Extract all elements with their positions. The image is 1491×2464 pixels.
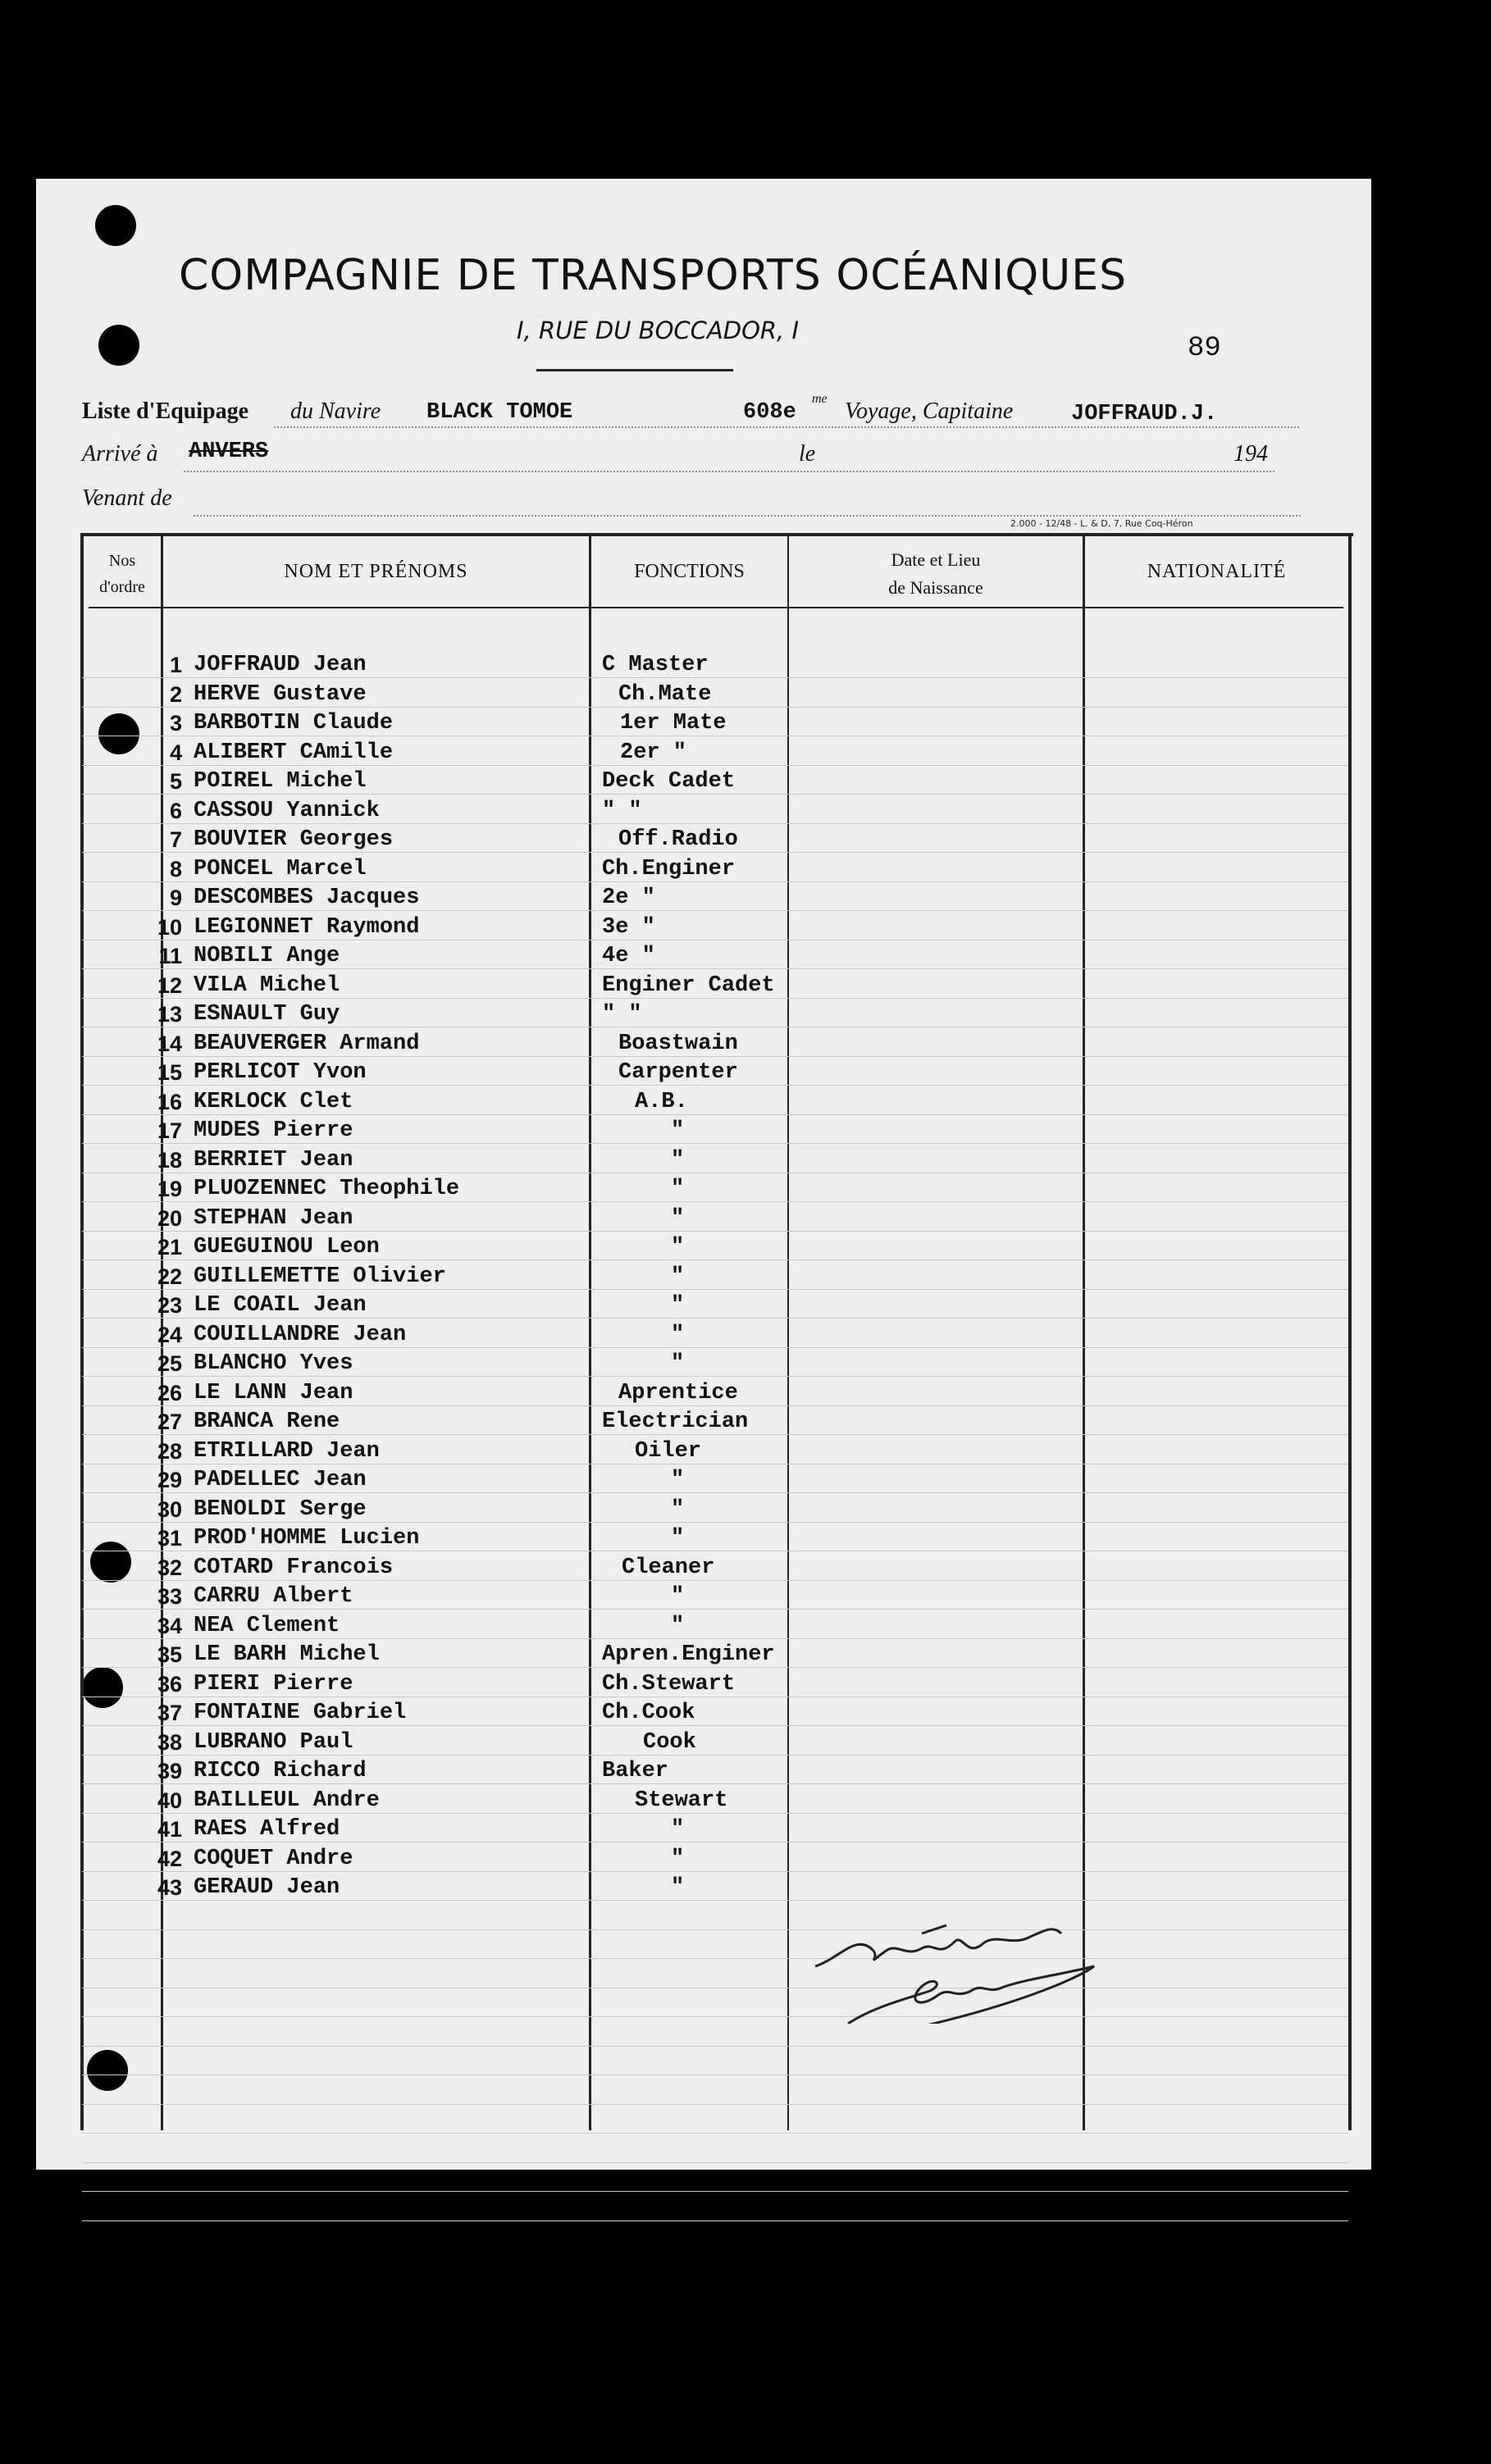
punch-hole <box>95 205 136 246</box>
crew-order-number: 34 <box>157 1614 182 1638</box>
crew-name: PROD'HOMME Lucien <box>194 1526 420 1551</box>
crew-row <box>36 1323 1371 1352</box>
crew-row <box>36 1032 1371 1061</box>
crew-function: Ch.Stewart <box>602 1672 736 1697</box>
crew-name: LE COAIL Jean <box>194 1293 367 1318</box>
crew-function: Aprentice <box>618 1381 738 1405</box>
crew-function: 2er " <box>620 740 687 765</box>
crew-name: HERVE Gustave <box>194 682 367 707</box>
crew-order-number: 43 <box>157 1875 182 1900</box>
voyage-superscript: me <box>812 392 828 406</box>
crew-order-number: 8 <box>169 857 182 881</box>
dotted-line <box>184 471 1274 472</box>
crew-order-number: 4 <box>169 740 182 765</box>
crew-name: BRANCA Rene <box>194 1410 340 1434</box>
crew-row <box>36 1468 1371 1497</box>
company-name: COMPAGNIE DE TRANSPORTS OCÉANIQUES <box>179 251 1128 300</box>
crew-name: COQUET Andre <box>194 1847 353 1871</box>
crew-order-number: 10 <box>157 915 182 940</box>
le-label: le <box>799 441 816 467</box>
crew-row <box>36 886 1371 915</box>
crew-row <box>36 1759 1371 1788</box>
signature-icon <box>807 1901 1151 2024</box>
crew-name: FONTAINE Gabriel <box>194 1701 407 1725</box>
crew-row <box>36 1090 1371 1119</box>
crew-function: " <box>671 1351 685 1376</box>
crew-function: A.B. <box>635 1090 688 1114</box>
punch-hole <box>98 325 139 366</box>
crew-list-document <box>36 179 1371 2170</box>
crew-order-number: 28 <box>157 1439 182 1464</box>
crew-order-number: 23 <box>157 1293 182 1318</box>
crew-function: " " <box>602 1002 642 1027</box>
crew-order-number: 30 <box>157 1497 182 1522</box>
crew-order-number: 35 <box>157 1642 182 1667</box>
crew-row <box>36 1642 1371 1672</box>
crew-function: Cook <box>643 1730 696 1755</box>
crew-row <box>36 1817 1371 1847</box>
crew-name: BAILLEUL Andre <box>194 1788 380 1813</box>
crew-order-number: 26 <box>157 1381 182 1405</box>
crew-name: CARRU Albert <box>194 1584 353 1609</box>
crew-row <box>36 740 1371 770</box>
crew-function: 1er Mate <box>620 711 727 736</box>
ruled-line <box>82 2133 1348 2134</box>
crew-function: Off.Radio <box>618 827 738 852</box>
crew-order-number: 6 <box>169 799 182 823</box>
column-header-birth-bottom: de Naissance <box>888 577 983 598</box>
crew-order-number: 40 <box>157 1788 182 1813</box>
ruled-line <box>82 2162 1348 2163</box>
crew-order-number: 14 <box>157 1032 182 1056</box>
column-header-birth-top: Date et Lieu <box>891 549 981 570</box>
crew-order-number: 37 <box>157 1701 182 1725</box>
crew-row <box>36 1439 1371 1469</box>
crew-order-number: 11 <box>158 944 182 968</box>
crew-row <box>36 1875 1371 1905</box>
crew-row <box>36 1002 1371 1032</box>
year-label: 194 <box>1233 441 1268 467</box>
crew-name: COTARD Francois <box>194 1555 394 1580</box>
crew-name: LEGIONNET Raymond <box>194 915 420 940</box>
crew-function: Electrician <box>602 1410 749 1434</box>
crew-name: STEPHAN Jean <box>194 1206 353 1231</box>
crew-row <box>36 1555 1371 1585</box>
crew-row <box>36 1788 1371 1818</box>
crew-order-number: 31 <box>157 1526 182 1551</box>
header-bottom-border <box>89 607 1343 608</box>
crew-function: " <box>671 1584 685 1609</box>
crew-name: LE BARH Michel <box>194 1642 380 1667</box>
crew-name: ETRILLARD Jean <box>194 1439 380 1464</box>
ruled-line <box>82 1929 1348 1930</box>
crew-name: PIERI Pierre <box>194 1672 353 1697</box>
crew-order-number: 17 <box>157 1118 182 1143</box>
crew-order-number: 2 <box>169 682 182 707</box>
crew-name: PERLICOT Yvon <box>194 1060 367 1085</box>
crew-name: BOUVIER Georges <box>194 827 394 852</box>
crew-row <box>36 1351 1371 1381</box>
crew-row <box>36 799 1371 828</box>
crew-order-number: 5 <box>169 769 182 794</box>
column-header-nationality: NATIONALITÉ <box>1147 561 1287 582</box>
crew-order-number: 9 <box>169 886 182 910</box>
crew-function: " " <box>602 799 642 823</box>
crew-row <box>36 1410 1371 1439</box>
crew-name: BLANCHO Yves <box>194 1351 353 1376</box>
dotted-line <box>194 515 1301 517</box>
crew-function: Boastwain <box>618 1032 738 1056</box>
crew-name: LUBRANO Paul <box>194 1730 353 1755</box>
page-number: 89 <box>1188 333 1221 364</box>
crew-name: RAES Alfred <box>194 1817 340 1842</box>
crew-function: " <box>671 1817 685 1842</box>
crew-order-number: 38 <box>157 1730 182 1755</box>
crew-function: " <box>671 1875 685 1900</box>
crew-function: Ch.Cook <box>602 1701 695 1725</box>
crew-name: MUDES Pierre <box>194 1118 353 1143</box>
crew-name: BERRIET Jean <box>194 1148 353 1173</box>
column-header-name: NOM ET PRÉNOMS <box>284 561 468 582</box>
crew-row <box>36 1847 1371 1876</box>
ruled-line <box>82 2046 1348 2047</box>
crew-function: Oiler <box>635 1439 702 1464</box>
crew-order-number: 15 <box>157 1060 182 1085</box>
crew-function: 2e " <box>602 886 655 910</box>
crew-function: Apren.Enginer <box>602 1642 775 1667</box>
crew-order-number: 3 <box>169 711 182 736</box>
crew-function: 4e " <box>602 944 655 968</box>
crew-function: " <box>671 1177 685 1201</box>
printer-mark: 2.000 - 12/48 - L. & D. 7, Rue Coq-Héron <box>1010 518 1193 529</box>
crew-order-number: 29 <box>157 1468 182 1492</box>
crew-function: " <box>671 1497 685 1522</box>
crew-order-number: 41 <box>157 1817 182 1842</box>
crew-row <box>36 682 1371 712</box>
crew-order-number: 24 <box>157 1323 182 1347</box>
crew-function: " <box>671 1264 685 1289</box>
ruled-line <box>82 2191 1348 2192</box>
crew-name: POIREL Michel <box>194 769 367 794</box>
crew-name: PADELLEC Jean <box>194 1468 367 1492</box>
crew-function: C Master <box>602 653 709 677</box>
crew-row <box>36 827 1371 857</box>
crew-order-number: 12 <box>157 973 182 998</box>
crew-row <box>36 1526 1371 1555</box>
crew-order-number: 16 <box>157 1090 182 1114</box>
crew-name: LE LANN Jean <box>194 1381 353 1405</box>
crew-function: Ch.Mate <box>618 682 712 707</box>
crew-name: GUILLEMETTE Olivier <box>194 1264 446 1289</box>
navire-label: du Navire <box>290 399 381 424</box>
ruled-line <box>82 2016 1348 2017</box>
voyage-number: 608e <box>743 400 796 425</box>
crew-row <box>36 1177 1371 1206</box>
crew-name: JOFFRAUD Jean <box>194 653 367 677</box>
arrive-port: ANVERS <box>189 440 269 464</box>
crew-function: Enginer Cadet <box>602 973 775 998</box>
crew-order-number: 7 <box>169 827 182 852</box>
ruled-line <box>82 1958 1348 1959</box>
crew-function: " <box>671 1847 685 1871</box>
crew-name: PLUOZENNEC Theophile <box>194 1177 460 1201</box>
crew-row <box>36 1264 1371 1294</box>
company-address: I, RUE DU BOCCADOR, I <box>517 317 800 344</box>
crew-row <box>36 1381 1371 1410</box>
crew-name: CASSOU Yannick <box>194 799 380 823</box>
crew-order-number: 18 <box>157 1148 182 1173</box>
crew-row <box>36 1701 1371 1730</box>
crew-order-number: 33 <box>157 1584 182 1609</box>
crew-order-number: 36 <box>157 1672 182 1697</box>
crew-name: DESCOMBES Jacques <box>194 886 420 910</box>
column-header-birth <box>789 546 1083 602</box>
crew-order-number: 39 <box>157 1759 182 1783</box>
crew-function: Cleaner <box>622 1555 715 1580</box>
crew-function: " <box>671 1293 685 1318</box>
crew-function: Carpenter <box>618 1060 738 1085</box>
column-header-number <box>84 548 161 600</box>
crew-row <box>36 1148 1371 1177</box>
crew-row <box>36 1730 1371 1760</box>
crew-function: " <box>671 1526 685 1551</box>
voyage-label: Voyage, Capitaine <box>845 399 1014 424</box>
crew-name: BARBOTIN Claude <box>194 711 394 736</box>
crew-row <box>36 857 1371 886</box>
dotted-line <box>274 426 1299 428</box>
crew-function: Baker <box>602 1759 669 1783</box>
crew-name: NOBILI Ange <box>194 944 340 968</box>
crew-row <box>36 1118 1371 1148</box>
crew-name: GUEGUINOU Leon <box>194 1235 380 1259</box>
column-header-number-top: Nos <box>108 552 136 570</box>
column-header-number-bottom: d'ordre <box>99 578 145 596</box>
crew-order-number: 42 <box>157 1847 182 1871</box>
crew-function: " <box>671 1468 685 1492</box>
crew-order-number: 20 <box>157 1206 182 1231</box>
crew-name: PONCEL Marcel <box>194 857 367 881</box>
crew-name: GERAUD Jean <box>194 1875 340 1900</box>
crew-name: BEAUVERGER Armand <box>194 1032 420 1056</box>
crew-row <box>36 769 1371 799</box>
crew-row <box>36 1497 1371 1527</box>
crew-function: " <box>671 1148 685 1173</box>
address-underline <box>536 369 733 371</box>
crew-name: COUILLANDRE Jean <box>194 1323 407 1347</box>
crew-name: KERLOCK Clet <box>194 1090 353 1114</box>
crew-row <box>36 711 1371 740</box>
crew-row <box>36 973 1371 1003</box>
punch-hole <box>87 2050 128 2091</box>
crew-order-number: 22 <box>157 1264 182 1289</box>
crew-row <box>36 1293 1371 1323</box>
ship-name: BLACK TOMOE <box>426 400 573 425</box>
crew-row <box>36 1584 1371 1614</box>
crew-function: " <box>671 1118 685 1143</box>
crew-function: " <box>671 1323 685 1347</box>
crew-name: VILA Michel <box>194 973 340 998</box>
crew-row <box>36 653 1371 682</box>
crew-row <box>36 1235 1371 1264</box>
crew-order-number: 25 <box>157 1351 182 1376</box>
crew-row <box>36 1614 1371 1643</box>
list-label: Liste d'Equipage <box>82 399 249 424</box>
crew-function: 3e " <box>602 915 655 940</box>
crew-name: NEA Clement <box>194 1614 340 1638</box>
crew-function: " <box>671 1614 685 1638</box>
crew-row <box>36 944 1371 973</box>
crew-function: Stewart <box>635 1788 728 1813</box>
ruled-line <box>82 2220 1348 2221</box>
table-top-border <box>80 533 1353 536</box>
crew-order-number: 19 <box>157 1177 182 1201</box>
crew-function: " <box>671 1206 685 1231</box>
captain-name: JOFFRAUD.J. <box>1071 402 1218 426</box>
crew-name: ALIBERT CAmille <box>194 740 394 765</box>
crew-function: Deck Cadet <box>602 769 736 794</box>
venant-label: Venant de <box>82 485 172 511</box>
crew-order-number: 13 <box>157 1002 182 1027</box>
crew-function: Ch.Enginer <box>602 857 736 881</box>
column-header-function: FONCTIONS <box>634 561 745 582</box>
crew-row <box>36 915 1371 945</box>
crew-name: ESNAULT Guy <box>194 1002 340 1027</box>
crew-function: " <box>671 1235 685 1259</box>
crew-row <box>36 1060 1371 1090</box>
crew-row <box>36 1206 1371 1236</box>
crew-name: RICCO Richard <box>194 1759 367 1783</box>
crew-order-number: 21 <box>157 1235 182 1259</box>
crew-name: BENOLDI Serge <box>194 1497 367 1522</box>
crew-row <box>36 1672 1371 1701</box>
ruled-line <box>82 2104 1348 2105</box>
crew-order-number: 32 <box>157 1555 182 1580</box>
arrive-label: Arrivé à <box>82 441 158 467</box>
crew-order-number: 1 <box>169 653 182 677</box>
crew-order-number: 27 <box>157 1410 182 1434</box>
